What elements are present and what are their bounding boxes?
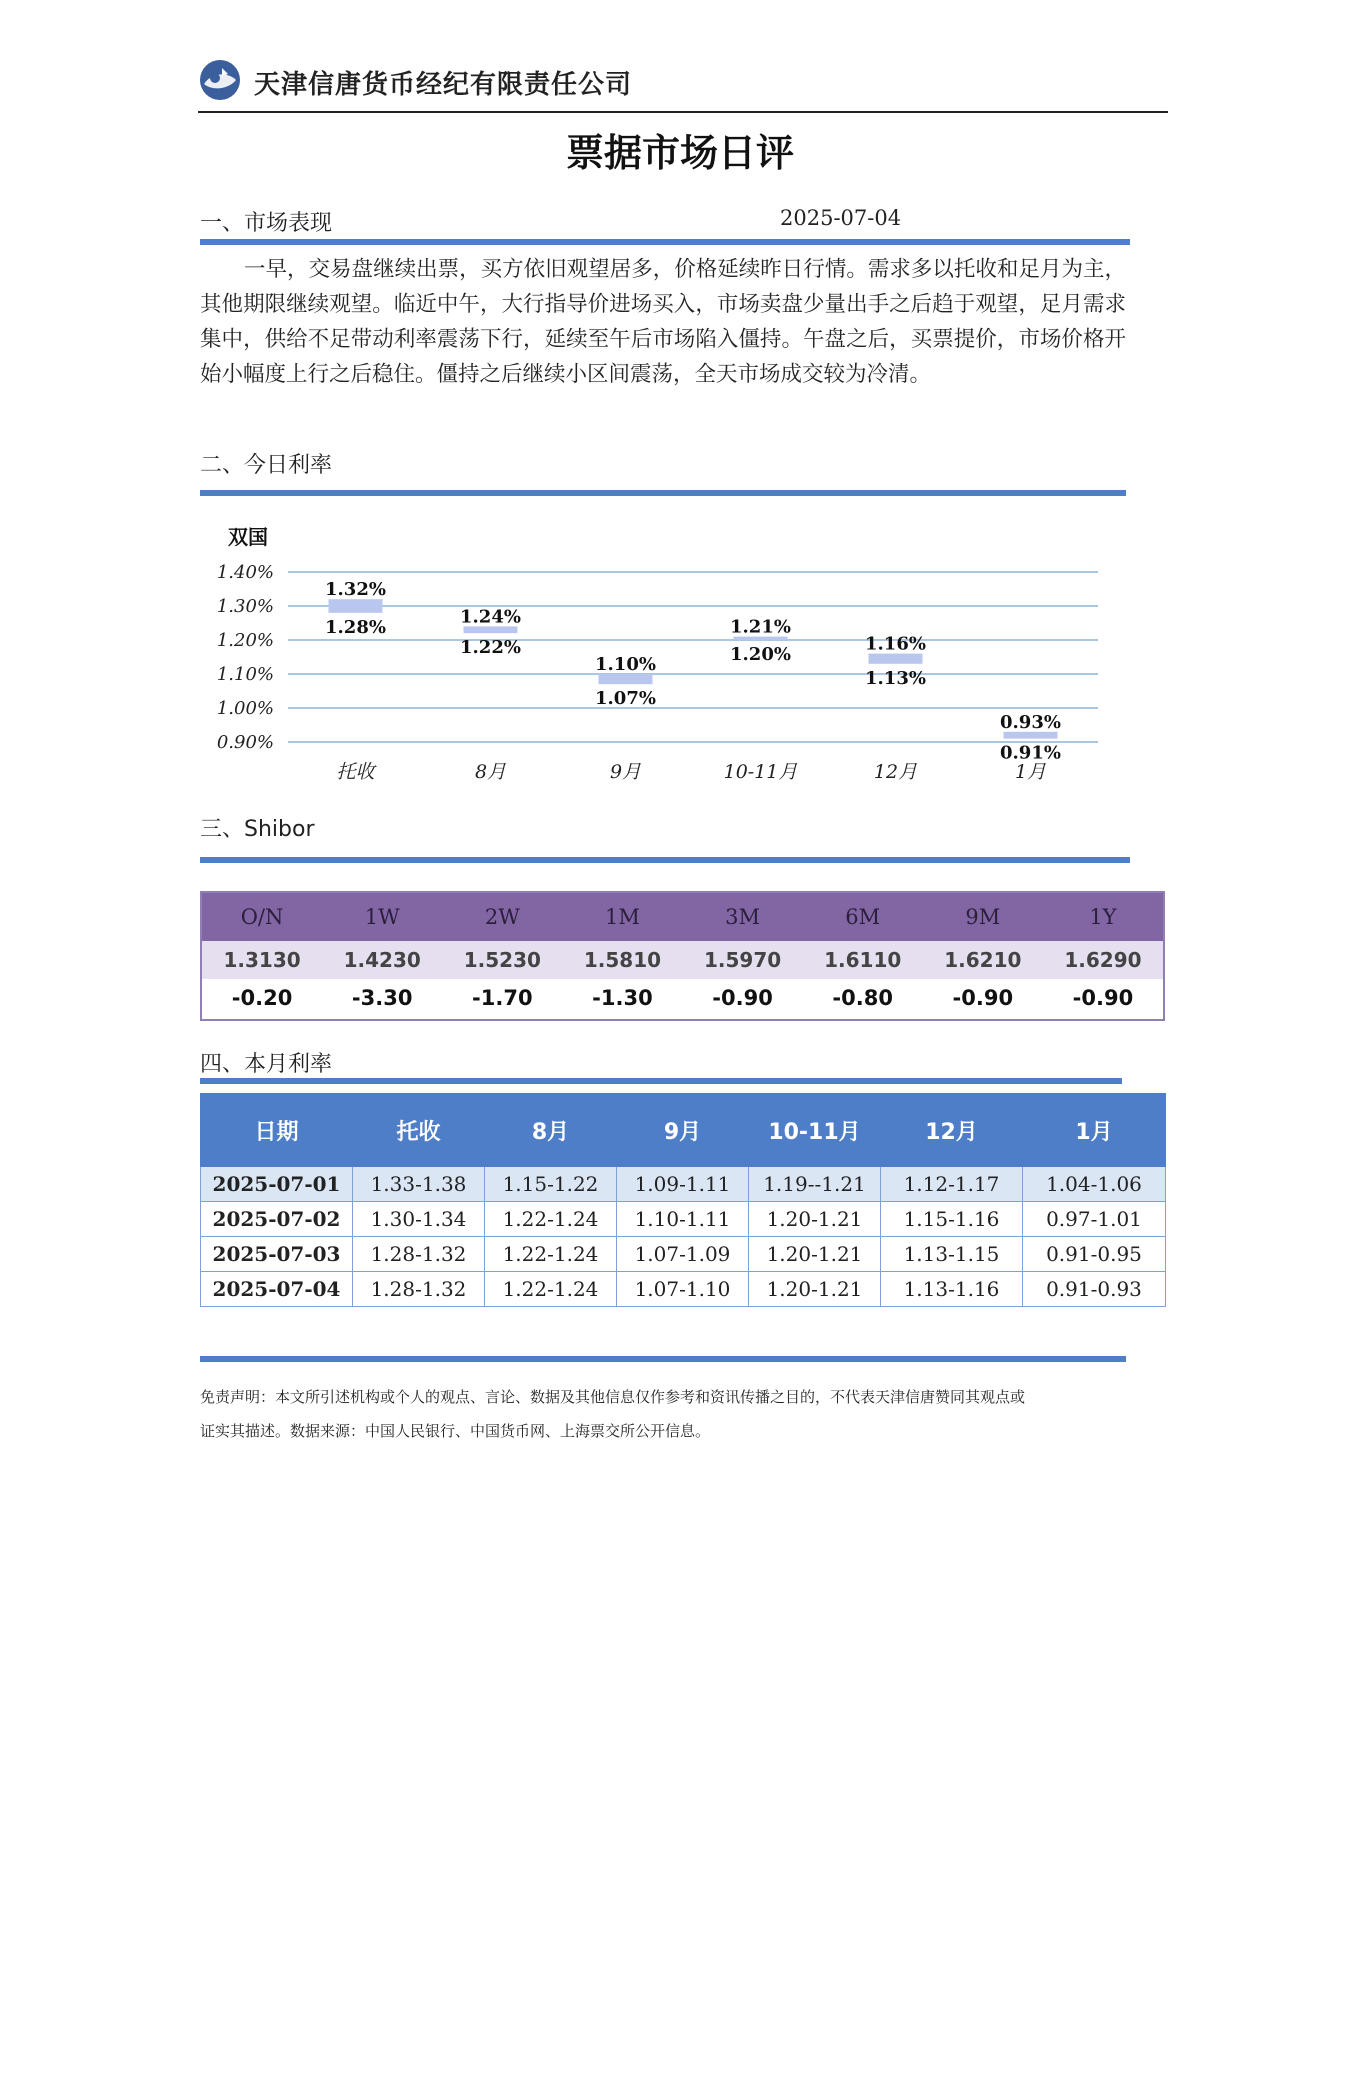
rate-range-cell: 1.15-1.16 xyxy=(881,1202,1023,1237)
low-value-label: 1.28% xyxy=(325,616,386,638)
high-value-label: 1.21% xyxy=(730,616,791,638)
monthly-column-header: 12月 xyxy=(881,1094,1023,1167)
row-date-cell: 2025-07-04 xyxy=(201,1272,353,1307)
shibor-change-cell: -0.90 xyxy=(923,979,1043,1017)
low-value-label: 1.22% xyxy=(460,637,521,659)
shibor-term-cell: 6M xyxy=(803,893,923,941)
rate-range-cell: 1.10-1.11 xyxy=(617,1202,749,1237)
rate-range-cell: 1.28-1.32 xyxy=(353,1272,485,1307)
rate-range-cell: 1.13-1.16 xyxy=(881,1272,1023,1307)
row-date-cell: 2025-07-02 xyxy=(201,1202,353,1237)
rate-range-bar xyxy=(464,626,518,633)
rate-range-cell: 1.19--1.21 xyxy=(749,1167,881,1202)
shibor-rate-cell: 1.6210 xyxy=(923,941,1043,979)
shibor-term-row xyxy=(202,893,1163,941)
shibor-term-cell: 2W xyxy=(442,893,562,941)
rate-range-cell: 0.91-0.93 xyxy=(1023,1272,1166,1307)
today-rate-chart xyxy=(200,520,1130,790)
rate-range-cell: 1.13-1.15 xyxy=(881,1237,1023,1272)
rate-range-cell: 1.28-1.32 xyxy=(353,1237,485,1272)
rate-range-cell: 1.22-1.24 xyxy=(485,1202,617,1237)
rate-range-cell: 1.20-1.21 xyxy=(749,1272,881,1307)
table-row xyxy=(201,1237,1166,1272)
rate-range-cell: 1.30-1.34 xyxy=(353,1202,485,1237)
rate-range-cell: 1.15-1.22 xyxy=(485,1167,617,1202)
rate-range-cell: 1.22-1.24 xyxy=(485,1237,617,1272)
section-heading-rates: 二、今日利率 xyxy=(200,453,333,478)
table-row xyxy=(201,1272,1166,1307)
shibor-rate-row xyxy=(202,941,1163,979)
y-tick-label: 0.90% xyxy=(216,732,274,753)
y-tick-label: 1.40% xyxy=(216,562,274,583)
section-divider xyxy=(200,857,1130,863)
page-title: 票据市场日评 xyxy=(565,131,794,175)
shibor-term-cell: 1M xyxy=(562,893,682,941)
report-date: 2025-07-04 xyxy=(780,206,902,230)
monthly-column-header: 日期 xyxy=(201,1094,353,1167)
table-row xyxy=(201,1167,1166,1202)
row-date-cell: 2025-07-03 xyxy=(201,1237,353,1272)
low-value-label: 1.20% xyxy=(730,644,791,665)
rate-range-bar xyxy=(599,674,653,684)
table-row xyxy=(201,1202,1166,1237)
y-tick-label: 1.20% xyxy=(216,630,274,651)
rate-range-cell: 1.22-1.24 xyxy=(485,1272,617,1307)
disclaimer-line: 证实其描述。数据来源：中国人民银行、中国货币网、上海票交所公开信息。 xyxy=(200,1422,711,1440)
x-category-label: 8月 xyxy=(474,761,507,783)
shibor-rate-cell: 1.5970 xyxy=(683,941,803,979)
footer-divider xyxy=(200,1356,1126,1362)
low-value-label: 1.13% xyxy=(865,667,926,689)
section-heading-monthly: 四、本月利率 xyxy=(200,1052,333,1077)
section-heading-market: 一、市场表现 xyxy=(200,211,333,236)
y-tick-label: 1.30% xyxy=(216,596,274,617)
shibor-term-cell: 3M xyxy=(683,893,803,941)
shibor-term-cell: 1W xyxy=(322,893,442,941)
shibor-change-cell: -0.80 xyxy=(803,979,923,1017)
monthly-column-header: 1月 xyxy=(1023,1094,1166,1167)
shibor-rate-cell: 1.6110 xyxy=(803,941,923,979)
shibor-term-cell: 9M xyxy=(923,893,1043,941)
y-tick-label: 1.10% xyxy=(216,664,274,685)
shibor-change-cell: -0.20 xyxy=(202,979,322,1017)
monthly-column-header: 8月 xyxy=(485,1094,617,1167)
shibor-term-cell: 1Y xyxy=(1043,893,1163,941)
rate-range-bar xyxy=(329,599,383,613)
shibor-change-cell: -1.30 xyxy=(562,979,682,1017)
company-name: 天津信唐货币经纪有限责任公司 xyxy=(254,70,633,100)
monthly-rate-table xyxy=(200,1093,1166,1307)
high-value-label: 1.16% xyxy=(865,633,926,655)
report-header xyxy=(198,56,1168,112)
high-value-label: 0.93% xyxy=(1000,711,1061,733)
high-value-label: 1.32% xyxy=(325,579,386,601)
shibor-rate-cell: 1.6290 xyxy=(1043,941,1163,979)
shibor-change-cell: -3.30 xyxy=(322,979,442,1017)
rate-range-cell: 1.33-1.38 xyxy=(353,1167,485,1202)
market-commentary: 一早，交易盘继续出票，买方依旧观望居多，价格延续昨日行情。需求多以托收和足月为主，其他期限继续观望。临近中午，大行指导价进场买入，市场卖盘少量出手之后趋于观望，足月需求集中，供给不足带动利率震荡下行，延续至午后市场陷入僵持。午盘之后，买票提价，市场价格开始小幅度上行之后稳住。僵持之后继续小区间震荡，全天市场成交较为冷清。 xyxy=(200,257,1126,387)
section-heading-shibor: 三、Shibor xyxy=(200,817,315,842)
x-category-label: 12月 xyxy=(873,761,918,783)
monthly-table-header xyxy=(201,1094,1166,1167)
rate-range-cell: 1.20-1.21 xyxy=(749,1237,881,1272)
rate-range-cell: 1.04-1.06 xyxy=(1023,1167,1166,1202)
company-logo-icon xyxy=(198,58,242,102)
rate-range-bar xyxy=(1004,732,1058,739)
rate-range-cell: 1.12-1.17 xyxy=(881,1167,1023,1202)
high-value-label: 1.24% xyxy=(460,606,521,628)
rate-range-cell: 0.91-0.95 xyxy=(1023,1237,1166,1272)
section-divider xyxy=(200,490,1126,496)
shibor-rate-cell: 1.3130 xyxy=(202,941,322,979)
chart-title: 双国 xyxy=(228,525,268,549)
shibor-change-cell: -0.90 xyxy=(683,979,803,1017)
rate-range-cell: 1.20-1.21 xyxy=(749,1202,881,1237)
x-category-label: 10-11月 xyxy=(723,761,798,783)
shibor-table xyxy=(200,891,1165,1021)
rate-range-cell: 1.09-1.11 xyxy=(617,1167,749,1202)
shibor-change-row xyxy=(202,979,1163,1017)
disclaimer xyxy=(200,1380,1130,1448)
header-divider xyxy=(198,111,1168,113)
shibor-rate-cell: 1.5810 xyxy=(562,941,682,979)
x-category-label: 1月 xyxy=(1014,761,1047,783)
low-value-label: 0.91% xyxy=(1000,742,1061,764)
shibor-rate-cell: 1.4230 xyxy=(322,941,442,979)
low-value-label: 1.07% xyxy=(595,688,656,710)
rate-range-cell: 1.07-1.09 xyxy=(617,1237,749,1272)
x-category-label: 托收 xyxy=(336,761,375,783)
disclaimer-line: 免责声明：本文所引述机构或个人的观点、言论、数据及其他信息仅作参考和资讯传播之目的，不代表天津信唐赞同其观点或 xyxy=(200,1388,1026,1406)
monthly-column-header: 10-11月 xyxy=(749,1094,881,1167)
shibor-term-cell: O/N xyxy=(202,893,322,941)
section-divider xyxy=(200,1078,1122,1084)
high-value-label: 1.10% xyxy=(595,654,656,675)
rate-range-bar xyxy=(869,654,923,664)
shibor-change-cell: -0.90 xyxy=(1043,979,1163,1017)
x-category-label: 9月 xyxy=(609,761,642,783)
rate-range-cell: 1.07-1.10 xyxy=(617,1272,749,1307)
row-date-cell: 2025-07-01 xyxy=(201,1167,353,1202)
y-tick-label: 1.00% xyxy=(216,698,274,719)
monthly-column-header: 托收 xyxy=(353,1094,485,1167)
shibor-change-cell: -1.70 xyxy=(442,979,562,1017)
section-divider xyxy=(200,239,1130,245)
rate-range-cell: 0.97-1.01 xyxy=(1023,1202,1166,1237)
monthly-column-header: 9月 xyxy=(617,1094,749,1167)
shibor-rate-cell: 1.5230 xyxy=(442,941,562,979)
